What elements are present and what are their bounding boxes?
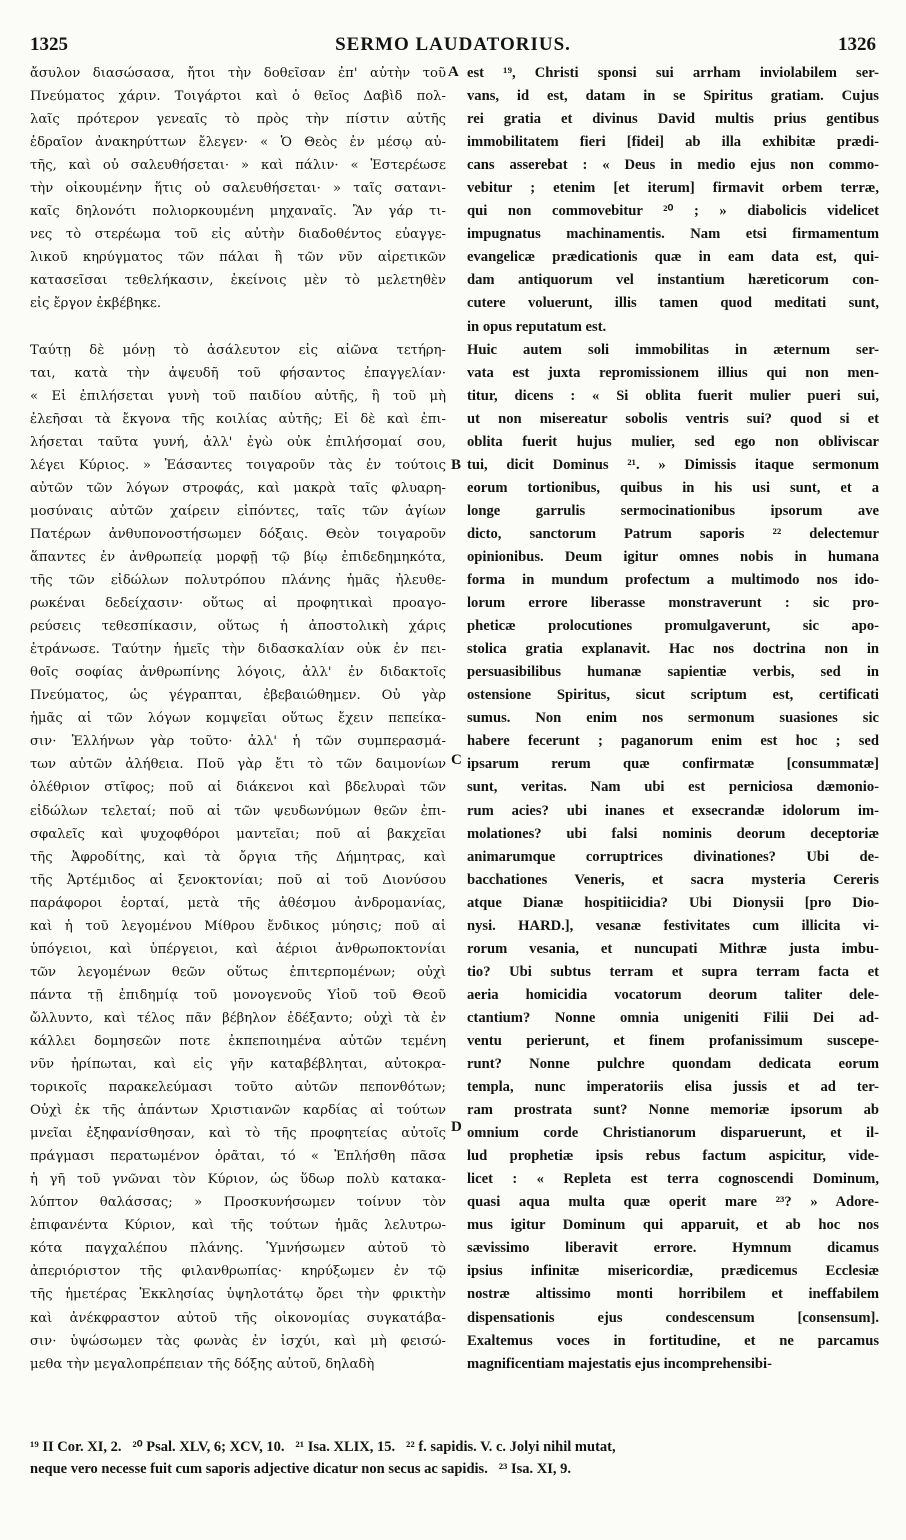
text-line: quasi aqua multa quæ operit mare ²³? » Adore- [467,1194,879,1211]
text-line: Πατέρων ἀνθυπονοστήσωμεν δόξαις. Θεὸν τοιγαροῦν [30,526,446,542]
text-line: νῦν ἠρίπωται, καὶ εἰς γῆν καταβέβληται, αὐτοκρα- [30,1057,446,1073]
text-line: cutere voluerunt, illis tamen quod meditati sunt, [467,295,879,312]
text-line: lorum errore liberasse monstraverunt : sic pro- [467,595,879,612]
text-line: πάντα τῇ ἐπιδημίᾳ τοῦ μονογενοῦς Υἱοῦ τοῦ Θεοῦ [30,987,446,1003]
text-line: Ταύτῃ δὲ μόνῃ τὸ ἀσάλευτον εἰς αἰῶνα τετήρη- [30,342,446,358]
text-line: πράγμασι περατωμένον ὁρᾶται, τό « Ἐπλήσθη πᾶσα [30,1149,446,1165]
text-line: « Εἰ ἐπιλήσεται γυνὴ τοῦ παιδίου αὐτῆς, ἢ τοῦ μὴ [30,388,446,404]
text-line: εἰς ἔργον ἐκβέβηκε. [30,296,162,312]
text-line: vebitur ; etenim [et iterum] firmavit orbem terræ, [467,180,879,197]
text-line: ἡ γῆ τοῦ γνῶναι τὸν Κύριον, ὡς ὕδωρ πολὺ κατακα- [30,1172,446,1188]
text-line: λαῖς πρότερον γενεαῖς τὸ πρὸς τὴν πίστιν αὐτῆς [30,112,446,128]
footnote-line: ¹⁹ II Cor. XI, 2. ²⁰ Psal. XLV, 6; XCV, 10. ²¹ Isa. XLIX, 15. ²² f. sapidis. V. c. Jolyi nihil mutat, [30,1439,616,1455]
text-line: ὤλλυντο, καὶ τέλος πᾶν βέβηλον ἐδέξαντο; οὐχὶ τὰ ἐν [30,1010,446,1026]
text-line: ἅπαντες ἐν ἀνθρωπείᾳ μορφῇ τῷ βίῳ ἐπιδεδημηκότα, [30,549,446,565]
text-line: κάλλει δομησεῶν ποτε ἐκπεποιημένα αὐτῶν τεμένη [30,1033,446,1049]
text-line: dispensationis ejus condescensum [consensum]. [467,1309,879,1326]
text-line: tio? Ubi subtus terram et supra terram facta et [467,963,879,980]
text-line: ram prostrata sunt? Nonne memoriæ ipsorum ab [467,1102,879,1119]
text-line [30,316,446,339]
text-line: persuasibilibus humanæ sapientiæ verbis, sed in [467,664,879,681]
text-line: ipsius infinitæ misericordiæ, prædicemus Ecclesiæ [467,1263,879,1280]
text-line: nostræ altissimo monti horribilem et ineffabilem [467,1286,879,1303]
text-line: καὶ ἀνέκφραστον αὐτοῦ τῆς οἰκονομίας συγκατάβα- [30,1310,446,1326]
text-line: rum acies? ubi inanes et exsecrandæ idolorum im- [467,802,879,819]
text-line: evangelicæ prædicationis quæ in eam data est, qui- [467,249,879,266]
text-line: τὴν οἰκουμένην ἥτις οὐ σαλευθήσεται· » ταῖς σατανι- [30,181,446,197]
latin-column [467,62,879,1376]
text-line: dicto, sanctorum Patrum saporis ²² delectemur [467,525,879,542]
text-line: cans asserebat : « Deus in medio ejus non commo- [467,157,879,174]
text-line: mus igitur Dominum qui apparuit, et ab hoc nos [467,1217,879,1234]
text-line: νες τὸ στερέωμα τοῦ εἰς αὐτὴν διαδοθέντος εὐαγγε- [30,227,446,243]
text-line: σφαλεῖς καὶ ψυχοφθόροι μαντεῖαι; ποῦ αἱ βακχεῖαι [30,826,446,842]
text-line: Πνεύματος χάριν. Τοιγάρτοι καὶ ὁ θεῖος Δαβὶδ πολ- [30,89,446,105]
text-line: παράφοροι ἑορταί, μετὰ τῆς ἀθέσμου ἀνδρομανίας, [30,895,446,911]
text-line: ἐτράνωσε. Ταύτην ἡμεῖς τὴν διδασκαλίαν οὐκ ἐν πει- [30,642,446,658]
text-line: Exaltemus voces in fortitudine, et ne parcamus [467,1332,879,1349]
text-line: ostensione Spiritus, sicut scriptum est, certificati [467,687,879,704]
text-line: μνεῖαι ἐξηφανίσθησαν, καὶ τὸ τῆς προφητείας αὐτοῖς [30,1126,446,1142]
text-line: των αὐτῶν ἀλήθεια. Ποῦ γὰρ ἔτι τὸ τῶν δαιμονίων [30,757,446,773]
text-line: καῖς δηλονότι πολιορκουμένη μηχαναῖς. Ἂν γάρ τι- [30,204,446,220]
text-line: σιν· ὑψώσωμεν τὰς φωνὰς ἐν ἰσχύι, καὶ μὴ φεισώ- [30,1333,446,1349]
text-line: atque Dianæ hospitiicidia? Ubi Dionysii [pro Dio- [467,894,879,911]
text-line: bacchationes Veneris, et sacra mysteria Cereris [467,871,879,888]
text-line: immobilitatem fieri [fidei] ab illa exhibitæ prædi- [467,134,879,151]
text-line: nysi. HARD.], vesanæ festivitates cum illicita vi- [467,917,879,934]
text-line: omnium corde Christianorum disparuerunt, et il- [467,1125,879,1142]
text-line: τῆς ἡμετέρας Ἐκκλησίας ὑψηλοτάτῳ ὄρει τὴν φρικτὴν [30,1287,446,1303]
text-line: eorum tortionibus, quibus in his usi sunt, et a [467,479,879,496]
text-line: ventu perierunt, et finem profanissimum suscepe- [467,1032,879,1049]
text-line: Πνεύματος, ὡς γέγραπται, ἐβεβαιώθημεν. Οὐ γὰρ [30,688,446,704]
text-line: μοσύναις αὐτῶν χαίρειν εἰπόντες, ταῖς τῶν ἁγίων [30,503,446,519]
text-line: τῆς Ἀφροδίτης, καὶ τὰ ὄργια τῆς Δήμητρας, καὶ [30,849,446,865]
text-line: λικοῦ κηρύγματος τῶν πάλαι ἢ τῶν νῦν αἱρετικῶν [30,250,446,266]
text-line: τορικοῖς παρακελεύμασι τοῦτο αὐτῶν πεπονθότων; [30,1080,446,1096]
section-marker-d: D [451,1119,462,1135]
text-line: templa, nunc imperatoriis elisa jussis et ad ter- [467,1079,879,1096]
text-line: opinionibus. Deum igitur omnes nobis in humana [467,548,879,565]
text-line: lud prophetiæ ipsis rebus factum aspicitur, vide- [467,1148,879,1165]
footnote-line: neque vero necesse fuit cum saporis adjective dicatur non secus ac sapidis. ²³ Isa. XI, 9. [30,1461,572,1477]
text-line: dam antiquorum vel instantium hæreticorum con- [467,272,879,289]
page-number-left: 1325 [30,34,68,55]
text-line: sumus. Non enim nos sermonum suasiones sic [467,710,879,727]
text-line: qui non commovebitur ²⁰ ; » diabolicis videlicet [467,203,879,220]
text-line: ἐλεῆσαι τὰ ἔκγονα τῆς κοιλίας αὐτῆς; Εἰ δὲ καὶ ἐπι- [30,411,446,427]
greek-column [30,62,446,1376]
text-line: runt? Nonne pulchre quondam dedicata eorum [467,1056,879,1073]
text-line: longe garrulis sermocinationibus ipsorum ave [467,502,879,519]
text-line: est ¹⁹, Christi sponsi sui arrham inviolabilem ser- [467,65,879,81]
text-line: sunt, veritas. Nam ubi est perniciosa dæmonio- [467,779,879,796]
text-line: magnificentiam majestatis ejus incomprehensibi- [467,1355,772,1372]
text-line: αὐτῶν τῶν λόγων στροφάς, καὶ μακρὰ ταῖς φλυαρη- [30,480,446,496]
text-line: sævissimo liberavit errore. Hymnum dicamus [467,1240,879,1257]
text-line: pheticæ prolocutiones promulgaverunt, sic apo- [467,618,879,635]
text-line: animarumque corruptrices divinationes? Ubi de- [467,848,879,865]
text-line: Οὐχὶ ἐκ τῆς ἁπάντων Χριστιανῶν καρδίας αἱ τούτων [30,1103,446,1119]
text-line: λήσεται ταῦτα γυνή, ἀλλ' ἐγὼ οὐκ ἐπιλήσομαί σου, [30,434,446,450]
text-line: tui, dicit Dominus ²¹. » Dimissis itaque sermonum [467,456,879,473]
footnotes [30,1436,876,1480]
page-number-right: 1326 [838,34,876,55]
text-line: εἰδώλων τελεταί; ποῦ αἱ τῶν ψευδωνύμων θεῶν ἐπι- [30,803,446,819]
text-line: ρεύσεις τεθεσπίκασιν, οὕτως ἡ ἀποστολικὴ χάρις [30,619,446,635]
text-line: ρωκέναι δεδείχασιν· οὕτως αἱ προφητικαὶ προαγο- [30,596,446,612]
text-line: κότα παγχαλέπου πλάνης. Ὑμνήσωμεν αὐτοῦ τὸ [30,1241,446,1257]
text-line: rei gratia et divinus David multis prius gentibus [467,111,879,128]
text-line: vans, id est, datam in se Spiritus gratiam. Cujus [467,88,879,105]
text-line: titur, dicens : « Si oblita fuerit mulier pueri sui, [467,387,879,404]
text-line: oblita fuerit hujus mulier, sed ego non obliviscar [467,433,879,450]
text-line: ctantium? Nonne omnia unigeniti Filii Dei ad- [467,1009,879,1026]
text-line: habere fecerunt ; paganorum enim est hoc ; sed [467,733,879,750]
text-line: molationes? ubi falsi nominis deorum deceptoriæ [467,825,879,842]
text-line: rorum vesania, et nuncupati Mithræ justa imbu- [467,940,879,957]
text-line: τῆς Ἀρτέμιδος αἱ ξενοκτονίαι; ποῦ αἱ τοῦ Διονύσου [30,872,446,888]
section-marker-b: B [451,457,462,473]
text-line: ται, κατὰ τὴν ἀψευδῆ τοῦ φήσαντος ἐπαγγελίαν· [30,365,446,381]
text-line: aeria homicidia vocatorum deorum taliter dele- [467,986,879,1003]
text-line: λύπτον θαλάσσας; » Προσκυνήσωμεν τοίνυν τὸν [30,1195,446,1211]
text-line: λέγει Κύριος. » Ἐάσαντες τοιγαροῦν τὰς ἐν τούτοις [30,457,446,473]
text-line: stolica gratia explanavit. Hac nos doctrina non in [467,641,879,658]
text-line: ἑδραῖον ἀνακηρύττων ἔλεγεν· « Ὁ Θεὸς ἐν μέσῳ αὐ- [30,135,446,151]
text-line: vata est juxta repromissionem illius qui non men- [467,364,879,381]
text-line: ut non misereatur sobolis ventris sui? quod si et [467,410,879,427]
text-line: licet : « Repleta est terra cognoscendi Dominum, [467,1171,879,1188]
text-line: impugnatus machinamentis. Nam etsi firmamentum [467,226,879,243]
text-line: καὶ ἡ τοῦ λεγομένου Μίθρου ἔνδικος μύησις; ποῦ αἱ [30,918,446,934]
text-line: μεθα τὴν μεγαλοπρέπειαν τῆς δόξης αὐτοῦ, δηλαδὴ [30,1356,375,1372]
text-line: in opus reputatum est. [467,318,607,335]
text-line: ὀλέθριον στῖφος; ποῦ αἱ διάκενοι καὶ βδελυραὶ τῶν [30,780,446,796]
text-line: ἄσυλον διασώσασα, ἤτοι τὴν δοθεῖσαν ἐπ' αὐτὴν τοῦ [30,66,446,81]
text-line: ἡμᾶς αἱ τῶν λόγων κομψεῖαι οὕτως ἔχειν πεπείκα- [30,711,446,727]
text-line: τῶν λεγομένων θεῶν οὕτως ἐπιτερπομένων; οὐχὶ [30,964,446,980]
text-line: ὑπόγειοι, καὶ ὑπέργειοι, καὶ ἀέριοι ἀνθρωποκτονίαι [30,941,446,957]
text-line: κατασεῖσαι τεθελήκασιν, ἐκείνοις μὲν τὸ μελετηθὲν [30,273,446,289]
text-line: τῆς, καὶ οὐ σαλευθήσεται· » καὶ πάλιν· « Ἐστερέωσε [30,158,446,174]
running-title: SERMO LAUDATORIUS. [335,34,571,55]
page-header [30,34,876,60]
text-line: ἀπεριόριστον τῆς φιλανθρωπίας· κηρύξωμεν ἐν τῷ [30,1264,446,1280]
text-line: forma in mundum profectum a multimodo nos ido- [467,572,879,589]
section-marker-a: A [448,64,459,80]
text-line: τῆς τῶν εἰδώλων πολυτρόπου πλάνης ἡμᾶς ἠλευθε- [30,573,446,589]
text-line: σιν· Ἑλλήνων γὰρ τοῦτο· ἀλλ' ἡ τῶν συμπερασμά- [30,734,446,750]
text-line: ἐπιφανέντα Κύριον, καὶ τῆς τούτων ἡμᾶς λελυτρω- [30,1218,446,1234]
section-marker-c: C [451,752,462,768]
text-line: ipsarum rerum quæ confirmatæ [consummatæ] [467,756,879,773]
text-line: Huic autem soli immobilitas in æternum ser- [467,341,879,358]
text-line: θοῖς σοφίας ἀνθρωπίνης λόγοις, ἀλλ' ἐν διδακτοῖς [30,665,446,681]
